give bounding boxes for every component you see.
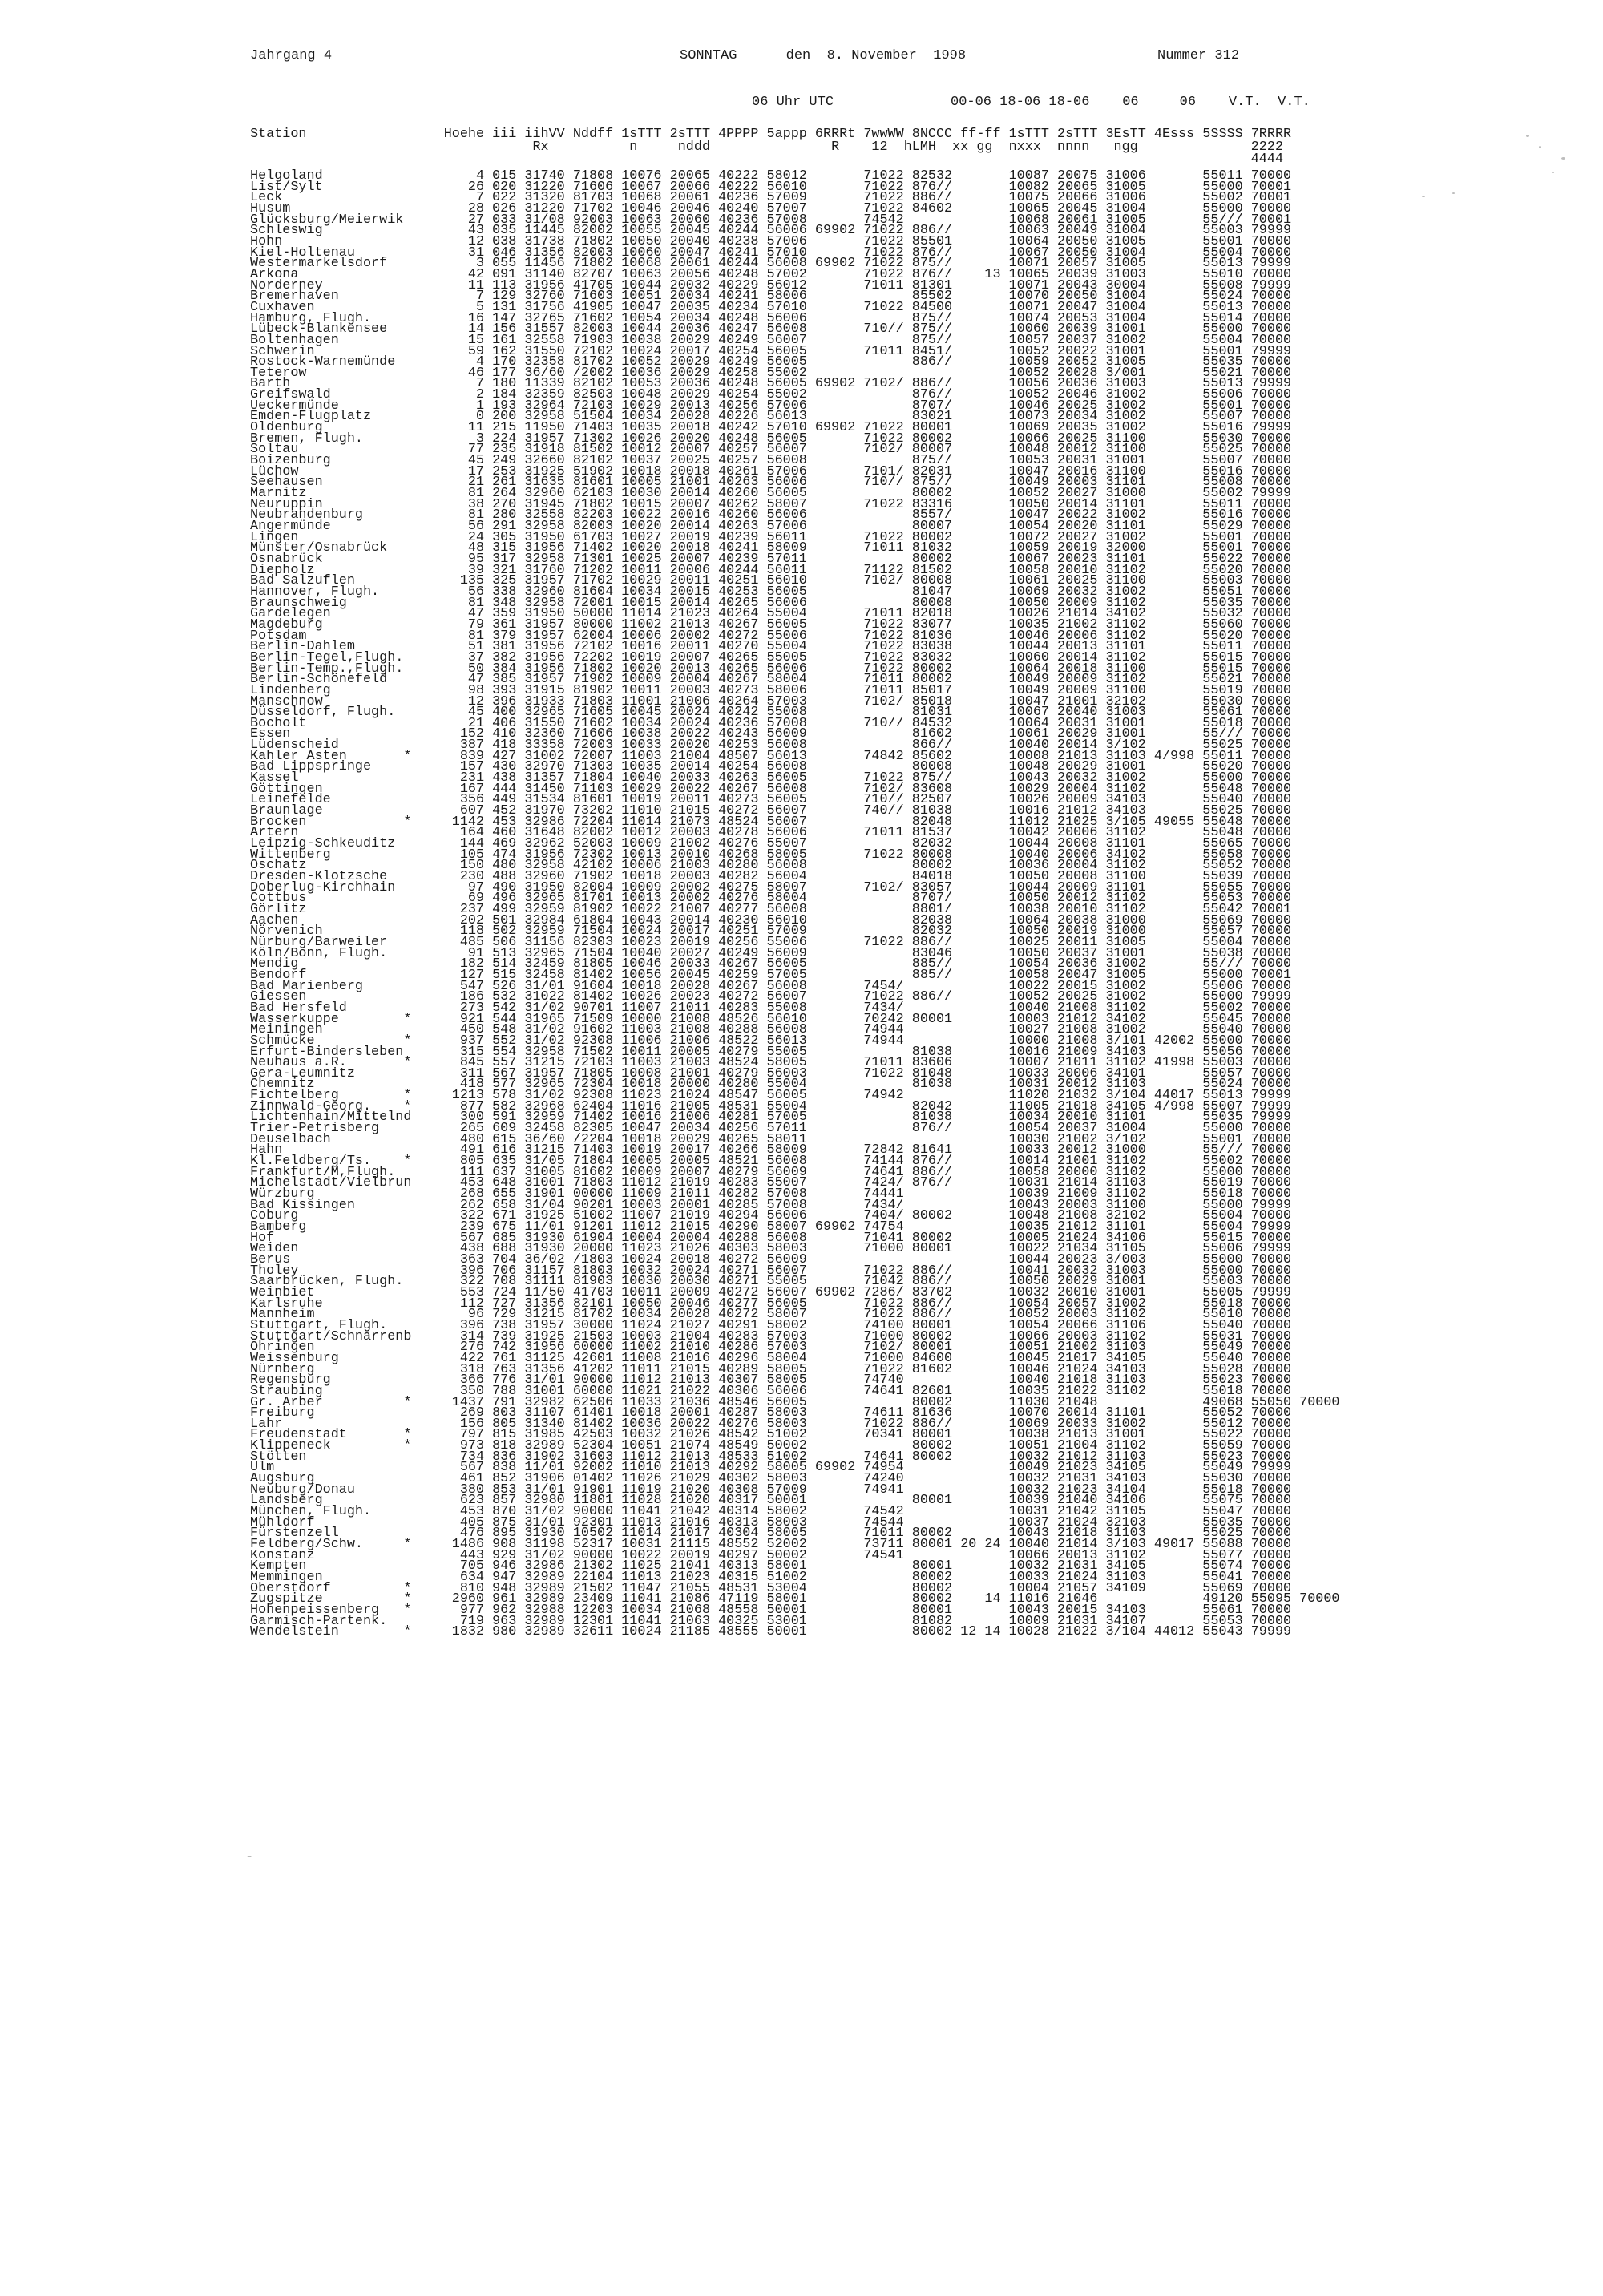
scan-speck xyxy=(1552,172,1554,173)
station-row: Braunlage 607 452 31970 73202 11010 21015 40272 56007 740// 81038 10016 21012 34103 55025 70000 xyxy=(250,803,1292,819)
station-row: Saarbrücken, Flugh. 322 708 31111 81903 10030 20030 40271 55005 71042 886// 10050 20029 31001 55003 70000 xyxy=(250,1274,1292,1290)
station-row: Neuburg/Donau 380 853 31/01 91901 11019 21020 40308 57009 74941 10032 21023 34104 55018 70000 xyxy=(250,1481,1292,1498)
station-row: Mannheim 96 729 31215 81702 10034 20028 40272 58007 71022 886// 10052 20003 31102 55010 70000 xyxy=(250,1307,1292,1323)
time-line: 06 Uhr UTC xyxy=(752,95,834,110)
station-row: Weissenburg 422 761 31125 42601 11008 21016 40296 58004 71000 84600 10045 21017 34105 55040 70000 xyxy=(250,1350,1292,1366)
station-row: Schmücke * 937 552 31/02 92308 11006 21006 48522 56013 74944 10000 21008 3/101 42002 55000 70000 xyxy=(250,1033,1292,1049)
station-row: Klippeneck * 973 818 32989 52304 10051 21074 48549 50002 80002 10051 21004 31102 55059 70000 xyxy=(250,1438,1292,1454)
station-row: Lüchow 17 253 31925 51902 10018 20018 40261 57006 7101/ 82031 10047 20016 31100 55016 70000 xyxy=(250,463,1292,479)
station-row: Leck 7 022 31320 81703 10068 20061 40236 57009 71022 886// 10075 20066 31006 55002 70001 xyxy=(250,190,1292,206)
station-row: Gr. Arber * 1437 791 32982 62506 11033 21036 48546 56005 80002 11030 21048 49068 55050 70000 xyxy=(250,1394,1340,1410)
station-row: Greifswald 2 184 32359 82503 10048 20029 40254 55002 876// 10052 20046 31002 55006 70000 xyxy=(250,387,1292,403)
station-row: Neubrandenburg 81 280 32558 82203 10022 20016 40260 56006 8557/ 10047 20022 31002 55016 70000 xyxy=(250,507,1292,523)
station-row: Kahler Asten * 839 427 31002 72007 11003 21004 48507 56013 74842 85602 10008 21013 31103 4/998 55011 70000 xyxy=(250,748,1292,764)
scan-speck xyxy=(1526,135,1529,137)
station-row: Leinefelde 356 449 31534 81601 10019 20011 40273 56005 710// 82507 10026 20009 34103 55040 70000 xyxy=(250,792,1292,808)
period-line: 00-06 18-06 18-06 06 06 V.T. V.T. xyxy=(951,95,1310,110)
issue-number: Nummer 312 xyxy=(1157,48,1240,63)
station-row: Zugspitze * 2960 961 32989 23409 11041 21086 47119 58001 80002 14 11016 21046 49120 55095 70000 xyxy=(250,1591,1340,1607)
station-row: Oldenburg 11 215 11950 71403 10035 20018 40242 57010 69902 71022 80001 10069 20035 31002 55016 79999 xyxy=(250,420,1292,436)
station-row: Leipzig-Schkeuditz 144 469 32962 52003 10009 21002 40276 55007 82032 10044 20008 31101 55065 70000 xyxy=(250,836,1292,852)
station-row: Lahr 156 805 31340 81402 10036 20022 40276 58003 71022 886// 10069 20033 31002 55012 70000 xyxy=(250,1416,1292,1432)
station-row: Gardelegen 47 359 31950 50000 11014 21023 40264 55004 71011 82018 10026 21014 34102 55032 70000 xyxy=(250,606,1292,622)
station-row: Stuttgart, Flugh. 396 738 31957 30000 11024 21027 40291 58002 74100 80001 10054 20066 31106 55040 70000 xyxy=(250,1317,1292,1333)
scan-speck xyxy=(1452,192,1455,194)
station-row: Regensburg 366 776 31/01 90000 11012 21013 40307 58005 74740 10040 21018 31103 55023 70000 xyxy=(250,1372,1292,1389)
station-row: List/Sylt 26 020 31220 71606 10067 20066 40222 56010 71022 876// 10082 20065 31005 55000 70001 xyxy=(250,179,1292,195)
station-row: Köln/Bonn, Flugh. 91 513 32965 71504 10040 20027 40249 56009 83046 10050 20037 31001 55038 70000 xyxy=(250,945,1292,961)
scan-speck xyxy=(1422,196,1425,197)
station-row: Öhringen 276 742 31956 60000 11002 21010 40286 57003 7102/ 80001 10051 21002 31103 55049 70000 xyxy=(250,1340,1292,1356)
station-row: Hof 567 685 31930 61904 10004 20004 40288 56008 71041 80002 10005 21024 34106 55015 70000 xyxy=(250,1230,1292,1246)
station-row: Artern 164 460 31648 82002 10012 20003 40278 56006 71011 81537 10042 20006 31102 55048 70000 xyxy=(250,825,1292,841)
station-row: Lüdenscheid 387 418 33358 72003 10033 20020 40253 56008 866// 10040 20014 3/102 55025 70000 xyxy=(250,738,1292,754)
station-row: Berlin-Tegel,Flugh. 37 382 31956 72202 10019 20007 40265 55005 71022 83032 10060 20014 31102 55015 70000 xyxy=(250,649,1292,665)
station-row: Stuttgart/Schnarrenb 314 739 31925 21503 10003 21004 40283 57003 71000 80002 10066 20003 31102 55031 70000 xyxy=(250,1328,1292,1344)
station-row: Hamburg, Flugh. 16 147 32765 71602 10054 20034 40248 56006 875// 10074 20053 31004 55014 70000 xyxy=(250,310,1292,326)
date-line: SONNTAG den 8. November 1998 xyxy=(680,48,967,63)
station-row: Düsseldorf, Flugh. 45 400 32965 71605 10045 20024 40242 55008 81031 10067 20040 31003 55061 70000 xyxy=(250,705,1292,721)
station-row: Augsburg 461 852 31906 01402 11026 21029 40302 58003 74240 10032 21031 34103 55030 70000 xyxy=(250,1471,1292,1487)
station-row: Berlin-Temp.,Flugh. 50 384 31956 71802 10020 20013 40265 56006 71022 80002 10064 20018 31100 55015 70000 xyxy=(250,661,1292,677)
station-row: Hohenpeissenberg * 977 962 32988 12203 10034 21068 48558 50001 80001 10043 20015 34103 55061 70000 xyxy=(250,1602,1292,1618)
station-row: Dresden-Klotzsche 230 488 32960 71902 10018 20003 40282 56004 84018 10050 20008 31100 55039 70000 xyxy=(250,869,1292,884)
station-row: Stötten 734 836 31902 31603 11012 21013 48533 51002 74641 80002 10032 21012 31103 55023 70000 xyxy=(250,1449,1292,1465)
scan-speck xyxy=(1539,146,1541,148)
station-row: Bad Salzuflen 135 325 31957 71702 10029 20011 40251 56010 7102/ 80008 10061 20025 31100 55003 70000 xyxy=(250,573,1292,589)
station-row: Kempten 705 946 32986 21302 11025 21041 40313 58001 80001 10032 21031 34105 55074 70000 xyxy=(250,1558,1292,1574)
station-row: Fichtelberg * 1213 578 31/02 92308 11023 21024 48547 56005 74942 11020 21032 3/104 44017 55013 79999 xyxy=(250,1088,1292,1104)
station-row: Glücksburg/Meierwik 27 033 31/08 92003 10063 20060 40236 57008 74542 10068 20061 31005 55/// 70001 xyxy=(250,212,1292,228)
station-row: Cottbus 69 496 32965 81701 10013 20002 40276 58004 8707/ 10050 20012 31102 55053 70000 xyxy=(250,891,1292,907)
station-row: Barth 7 180 11339 82102 10053 20036 40248 56005 69902 7102/ 886// 10056 20036 31003 55013 79999 xyxy=(250,376,1292,392)
station-row: Wasserkuppe * 921 544 31965 71509 10000 21008 48526 56010 70242 80001 10003 21012 34102 55045 70000 xyxy=(250,1011,1292,1027)
station-row: Hannover, Flugh. 56 338 32960 81604 10034 20015 40253 56005 81047 10069 20032 31002 55051 70000 xyxy=(250,584,1292,600)
station-row: Schwerin 59 162 31550 72102 10024 20017 40254 56005 71011 8451/ 10052 20022 31001 55001 79999 xyxy=(250,343,1292,359)
station-row: Nörvenich 118 502 32959 71504 10024 20017 40251 57009 82032 10050 20019 31000 55057 70000 xyxy=(250,924,1292,940)
station-row: Zinnwald-Georg. * 877 582 32968 62404 11016 21005 48531 55004 82042 11005 21018 34105 4/998 55007 79999 xyxy=(250,1098,1292,1114)
station-row: Hahn 491 616 31215 71403 10019 20017 40266 58009 72842 81641 10033 20012 31000 55/// 70000 xyxy=(250,1142,1292,1158)
station-row: Bremen, Flugh. 3 224 31957 71302 10026 20020 40248 56005 71022 80002 10066 20025 31100 55030 70000 xyxy=(250,430,1292,447)
station-row: Doberlug-Kirchhain 97 490 31950 82004 10009 20002 40275 58007 7102/ 83057 10044 20009 31101 55055 70000 xyxy=(250,879,1292,895)
station-row: Gera-Leumnitz 311 567 31957 71805 10008 21001 40279 56003 71022 81048 10033 20006 34101 55057 70000 xyxy=(250,1065,1292,1081)
station-row: Münster/Osnabrück 48 315 31956 71402 10020 20018 40241 58009 71011 81032 10059 20019 32000 55001 70000 xyxy=(250,540,1292,556)
station-row: Berus 363 704 36/02 /1803 10024 20018 40272 56009 10044 20023 3/003 55000 70000 xyxy=(250,1251,1292,1267)
station-row: Memmingen 634 947 32989 22104 11013 21023 40315 51002 80002 10033 21024 31103 55041 70000 xyxy=(250,1570,1292,1585)
scan-speck xyxy=(1561,157,1565,160)
station-row: Teterow 46 177 36/60 /2002 10036 20029 40258 55002 10052 20028 3/001 55021 70000 xyxy=(250,365,1292,381)
station-row: Arkona 42 091 31140 82707 10063 20056 40248 57002 71022 876// 13 10065 20039 31003 55010 70000 xyxy=(250,266,1292,282)
station-row: Boltenhagen 15 161 32558 71903 10038 20029 40249 56007 875// 10057 20037 31002 55004 70000 xyxy=(250,332,1292,348)
table-header-3: 4444 xyxy=(250,152,1284,167)
station-row: Neuhaus a.R. * 845 557 31215 72103 11003 21003 48524 58005 71011 83606 10007 21011 31102 41998 55003 70000 xyxy=(250,1055,1292,1071)
station-row: Chemnitz 418 577 32965 72304 10018 20000 40280 55004 81038 10031 20012 31103 55024 70000 xyxy=(250,1077,1292,1093)
station-row: Meiningen 450 548 31/02 91602 11003 21008 40288 56008 74944 10027 21008 31002 55040 70000 xyxy=(250,1022,1292,1038)
station-table xyxy=(250,168,1340,1640)
station-row: Wendelstein * 1832 980 32989 32611 10024 21185 48555 50001 80002 12 14 10028 21022 3/104 44012 55043 79999 xyxy=(250,1624,1292,1640)
station-row: Ulm 567 838 11/01 92002 11010 21013 40292 58005 69902 74954 10049 21023 34105 55049 79999 xyxy=(250,1460,1292,1476)
station-row: Ueckermünde 1 193 32964 72103 10029 20013 40256 57006 8707/ 10046 20025 31002 55001 70000 xyxy=(250,398,1292,414)
station-row: Wittenberg 105 474 31956 72302 10013 20010 40268 58005 71022 80008 10040 20006 34102 55058 70000 xyxy=(250,847,1292,863)
table-header-2: Rx n nddd R 12 hLMH xx gg nxxx nnnn ngg 2222 xyxy=(250,139,1284,155)
station-row: Magdeburg 79 361 31957 80000 11002 21013 40267 56005 71022 83077 10035 21002 31102 55060 70000 xyxy=(250,616,1292,633)
station-row: Brocken * 1142 453 32986 72204 11014 21073 48524 56007 82048 11012 21025 3/105 49055 55048 70000 xyxy=(250,814,1292,830)
station-row: Aachen 202 501 32984 61804 10043 20014 40230 56010 82038 10064 20038 31000 55069 70000 xyxy=(250,912,1292,928)
station-row: Weinbiet 553 724 11/50 41703 10011 20009 40272 56007 69902 7286/ 83702 10032 20010 31001 55005 79999 xyxy=(250,1284,1292,1300)
station-row: Manschnow 12 396 31933 71803 11001 21006 40264 57003 7102/ 85018 10047 21001 32102 55030 70000 xyxy=(250,693,1292,709)
station-row: Fürstenzell 476 895 31930 10502 11014 21017 40304 58005 71011 80002 10043 21018 31103 55025 70000 xyxy=(250,1526,1292,1542)
station-row: Landsberg 623 857 32980 11801 11028 21020 40317 50001 80001 10039 21040 34106 55075 70000 xyxy=(250,1493,1292,1509)
station-row: Berlin-Schönefeld 47 385 31957 71902 10009 20004 40267 58004 71011 80002 10049 20009 31102 55021 70000 xyxy=(250,672,1292,688)
station-row: Tholey 396 706 31157 81803 10032 20024 40271 56007 71022 886// 10041 20032 31003 55000 70000 xyxy=(250,1263,1292,1279)
station-row: Bad Kissingen 262 658 31/04 90201 10003 20001 40285 57008 7434/ 10043 20003 31100 55000 79999 xyxy=(250,1197,1292,1213)
station-row: Boizenburg 45 249 32660 82102 10037 20025 40257 56008 875// 10053 20031 31001 55007 70000 xyxy=(250,453,1292,469)
station-row: Emden-Flugplatz 0 200 32958 51504 10034 20028 40226 56013 83021 10073 20034 31002 55007 70000 xyxy=(250,409,1292,425)
volume-label: Jahrgang 4 xyxy=(250,48,333,63)
station-row: Freiburg 269 803 31107 61401 10018 20001 40287 58003 74611 81636 10070 20014 31101 55052 70000 xyxy=(250,1405,1292,1421)
station-row: Lichtenhain/Mittelnd 300 591 32959 71402 10016 21006 40281 57005 81038 10034 20010 31101 55035 79999 xyxy=(250,1110,1292,1126)
station-row: Osnabrück 95 317 32958 71301 10025 20007 40239 57011 80002 10067 20023 31101 55022 70000 xyxy=(250,551,1292,567)
station-row: Giessen 186 532 31022 81402 10026 20023 40272 56007 71022 886// 10052 20025 31002 55000 79999 xyxy=(250,989,1292,1005)
station-row: Neuruppin 38 270 31945 71802 10015 20007 40262 58007 71022 83316 10050 20014 31101 55011 70000 xyxy=(250,496,1292,512)
station-row: Weiden 438 688 31930 20000 11023 21026 40303 58003 71000 80001 10022 21034 31105 55006 79999 xyxy=(250,1241,1292,1257)
station-row: Oberstdorf * 810 948 32989 21502 11047 21055 48531 53004 80002 10004 21057 34109 55069 70000 xyxy=(250,1580,1292,1596)
station-row: Kl.Feldberg/Ts. * 805 635 31/05 71804 10005 20005 48521 56008 74144 876// 10014 21001 31102 55002 70000 xyxy=(250,1154,1292,1170)
station-row: Trier-Petrisberg 265 609 32458 82305 10047 20034 40256 57011 876// 10054 20037 31004 55000 70000 xyxy=(250,1121,1292,1137)
station-row: Görlitz 237 499 32959 81902 10022 21007 40277 56008 8801/ 10038 20010 31102 55042 70001 xyxy=(250,901,1292,917)
station-row: Frankfurt/M,Flugh. 111 637 31005 81602 10009 20007 40279 56009 74641 886// 10058 20000 31102 55000 70000 xyxy=(250,1164,1292,1180)
station-row: Nürburg/Barweiler 485 506 31156 82303 10023 20019 40256 55006 71022 886// 10025 20011 31005 55004 70000 xyxy=(250,934,1292,950)
station-row: Kiel-Holtenau 31 046 31356 82003 10060 20047 40241 57010 71022 876// 10067 20050 31004 55004 70000 xyxy=(250,245,1292,261)
station-row: Angermünde 56 291 32958 82003 10020 20014 40263 57006 80007 10054 20020 31101 55029 70000 xyxy=(250,519,1292,534)
station-row: Bocholt 21 406 31550 71602 10034 20024 40236 57008 710// 84532 10064 20031 31001 55018 70000 xyxy=(250,715,1292,731)
station-row: Kassel 231 438 31357 71804 10040 20033 40263 56005 71022 875// 10043 20032 31002 55000 70000 xyxy=(250,770,1292,786)
station-row: Erfurt-Bindersleben 315 554 32958 71502 10011 20005 40279 55005 81038 10016 21009 34103 55056 70000 xyxy=(250,1044,1292,1060)
station-row: Lingen 24 305 31950 61703 10027 20019 40239 56011 71022 80002 10072 20027 31002 55001 70000 xyxy=(250,529,1292,545)
station-row: Göttingen 167 444 31450 71103 10029 20022 40267 56008 7102/ 83608 10029 20004 31102 55048 70000 xyxy=(250,781,1292,797)
station-row: Mühldorf 405 875 31/01 92301 11013 21016 40313 58003 74544 10037 21024 32103 55035 70000 xyxy=(250,1514,1292,1530)
station-row: Bendorf 127 515 32458 81402 10056 20045 40259 57005 885// 10058 20047 31005 55000 70001 xyxy=(250,967,1292,983)
station-row: Norderney 11 113 31956 41705 10044 20032 40229 56012 71011 81301 10071 20043 30004 55008 79999 xyxy=(250,277,1292,293)
table-header-1: Station Hoehe iii iihVV Nddff 1sTTT 2sTTT 4PPPP 5appp 6RRRt 7wwWW 8NCCC ff-ff 1sTTT 2sTTT 3EsTT 4Esss 5SSSS 7RRRR xyxy=(250,127,1292,142)
station-row: Cuxhaven 5 131 31756 41905 10047 20035 40234 57010 71022 84500 10071 20047 31004 55013 70000 xyxy=(250,299,1292,315)
station-row: Lübeck-Blankensee 14 156 31557 82003 10044 20036 40247 56008 710// 875// 10060 20039 31001 55000 70000 xyxy=(250,321,1292,338)
station-row: Seehausen 21 261 31635 81601 10005 21001 40263 56006 710// 875// 10049 20003 31101 55008 70000 xyxy=(250,475,1292,491)
station-row: Schleswig 43 035 11445 82002 10055 20045 40244 56006 69902 71022 886// 10063 20049 31004 55003 79999 xyxy=(250,223,1292,239)
station-row: Coburg 322 671 31925 51002 11007 21019 40294 56006 7404/ 80002 10048 21008 32102 55004 70000 xyxy=(250,1208,1292,1224)
station-row: Karlsruhe 112 727 31356 82101 10050 20046 40277 56005 71022 886// 10054 20057 31002 55018 70000 xyxy=(250,1296,1292,1312)
station-row: Bad Lippspringe 157 430 32970 71303 10035 20014 40254 56008 80008 10048 20029 31001 55020 70000 xyxy=(250,759,1292,775)
station-row: Potsdam 81 379 31957 62004 10006 20002 40272 55006 71022 81036 10046 20006 31102 55020 70000 xyxy=(250,628,1292,644)
station-row: Michelstadt/Vielbrun 453 648 31001 71803 11012 21019 40283 55007 7424/ 876// 10031 21014 31103 55019 70000 xyxy=(250,1175,1292,1191)
station-row: Freudenstadt * 797 815 31985 42503 10032 21026 48542 51002 70341 80001 10038 21013 31001 55022 70000 xyxy=(250,1427,1292,1443)
station-row: Deuselbach 480 615 36/60 /2204 10018 20029 40265 58011 10030 21002 3/102 55001 70000 xyxy=(250,1131,1292,1147)
station-row: Husum 28 026 31220 71702 10046 20046 40240 57007 71022 84602 10065 20045 31004 55000 70000 xyxy=(250,200,1292,216)
station-row: Feldberg/Schw. * 1486 908 31198 52317 10031 21115 48552 52002 73711 80001 20 24 10040 21014 3/103 49017 55088 70000 xyxy=(250,1537,1292,1553)
station-row: Essen 152 410 32360 71606 10038 20022 40243 56009 81602 10061 20029 31001 55/// 70000 xyxy=(250,726,1292,742)
station-row: Würzburg 268 655 31901 00000 11009 21011 40282 57008 74441 10039 21009 31102 55018 70000 xyxy=(250,1186,1292,1203)
station-row: Bremerhaven 7 129 32760 71603 10051 20034 40241 58006 85502 10070 20050 31004 55024 70000 xyxy=(250,289,1292,305)
station-row: Garmisch-Partenk. 719 963 32989 12301 11041 21063 40325 53001 81082 10009 21031 34107 55053 70000 xyxy=(250,1613,1292,1629)
station-row: Marnitz 81 264 32960 62103 10030 20014 40260 56005 80002 10052 20027 31000 55002 79999 xyxy=(250,486,1292,502)
station-row: Oschatz 150 480 32958 42102 10006 21003 40280 56008 80002 10036 20004 31102 55052 70000 xyxy=(250,858,1292,874)
station-row: Straubing 350 788 31001 60000 11021 21022 40306 56006 74641 82601 10035 21022 31102 55018 70000 xyxy=(250,1383,1292,1399)
station-row: Helgoland 4 015 31740 71808 10076 20065 40222 58012 71022 82532 10087 20075 31006 55011 70000 xyxy=(250,168,1292,184)
station-row: Soltau 77 235 31918 81502 10012 20007 40257 56007 7102/ 80007 10048 20012 31100 55025 70000 xyxy=(250,442,1292,458)
station-row: Diepholz 39 321 31760 71202 10011 20006 40244 56011 71122 81502 10058 20010 31102 55020 70000 xyxy=(250,562,1292,578)
station-row: Nürnberg 318 763 31356 41202 11011 21015 40289 58005 71022 81602 10046 21024 34103 55028 70000 xyxy=(250,1361,1292,1377)
station-row: Bad Hersfeld 273 542 31/02 90701 11007 21011 40283 55008 7434/ 10040 21008 31102 55002 70000 xyxy=(250,1000,1292,1016)
station-row: Berlin-Dahlem 51 381 31956 72102 10016 20011 40270 55004 71022 83038 10044 20013 31101 55011 70000 xyxy=(250,639,1292,655)
station-row: Bad Marienberg 547 526 31/01 91604 10018 20028 40267 56008 7454/ 10022 20015 31002 55006 70000 xyxy=(250,978,1292,994)
margin-mark: - xyxy=(245,1850,254,1866)
station-row: Mendig 182 514 32459 81805 10046 20033 40267 56005 885// 10054 20036 31002 55/// 70000 xyxy=(250,956,1292,972)
station-row: Westermarkelsdorf 3 055 11456 71802 10068 20061 40244 56008 69902 71022 875// 10071 20057 31005 55013 79999 xyxy=(250,256,1292,272)
station-row: Braunschweig 81 348 32958 72001 10015 20014 40265 56006 80008 10050 20009 31102 55035 70000 xyxy=(250,595,1292,611)
station-row: Bamberg 239 675 11/01 91201 11012 21015 40290 58007 69902 74754 10035 21012 31101 55004 79999 xyxy=(250,1219,1292,1235)
station-row: Hohn 12 038 31738 71802 10050 20040 40238 57006 71022 85501 10064 20050 31005 55001 70000 xyxy=(250,233,1292,249)
station-row: München, Flugh. 453 870 31/02 90000 11041 21042 40314 58002 74542 10031 21042 31105 55047 70000 xyxy=(250,1504,1292,1520)
station-row: Konstanz 443 929 31/02 90000 10022 20019 40297 50002 74541 10066 20013 31102 55077 70000 xyxy=(250,1547,1292,1563)
station-row: Lindenberg 98 393 31915 81902 10011 20003 40273 58006 71011 85017 10049 20009 31100 55019 70000 xyxy=(250,682,1292,698)
station-row: Rostock-Warnemünde 4 170 32358 81702 10052 20029 40249 56005 886// 10059 20052 31005 55035 70000 xyxy=(250,354,1292,370)
